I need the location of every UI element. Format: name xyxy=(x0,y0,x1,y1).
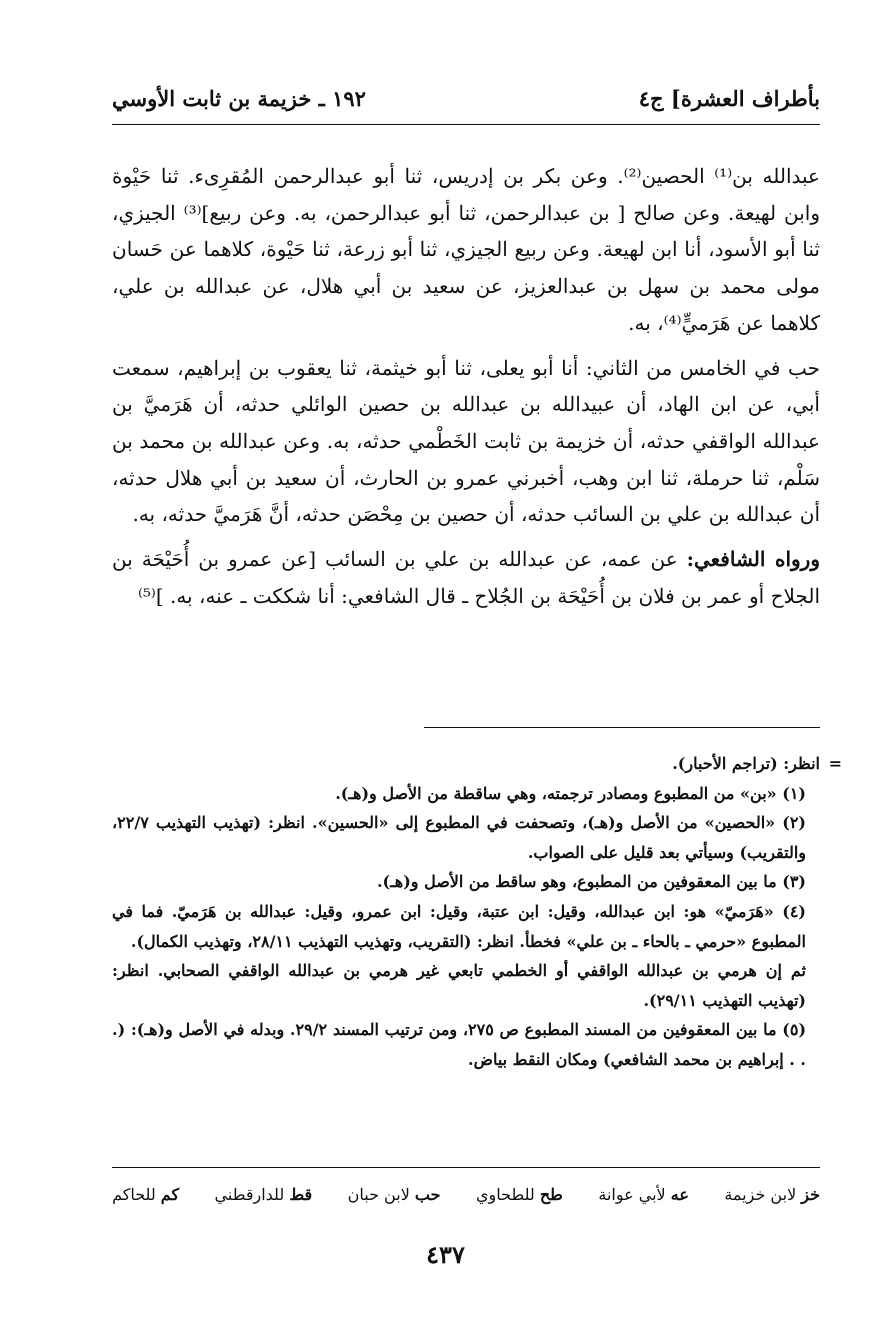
paragraph-3-text: عن عمه، عن عبدالله بن علي بن السائب [عن عمرو بن أُحَيْحَة بن الجلاح أو عمر بن فلان بن أُحَيْحَة بن الجُلاح ـ قال الشافعي: أنا شككت ـ عنه، به. ]⁽⁵⁾ xyxy=(112,547,820,608)
siglum-item xyxy=(112,1185,179,1204)
footnote-5: (٥) ما بين المعقوفين من المسند المطبوع ص ٢٧٥، ومن ترتيب المسند ٢٩/٢. وبدله في الأصل و(هـ): (. . . إبراهيم بن محمد الشافعي) ومكان النقط بياض. xyxy=(112,1020,807,1069)
siglum-item xyxy=(215,1185,313,1204)
paragraph-1: عبدالله بن⁽¹⁾ الحصين⁽²⁾. وعن بكر بن إدريس، ثنا أبو عبدالرحمن المُقرِىء. ثنا حَيْوة وابن لهيعة. وعن صالح [ بن عبدالرحمن، ثنا أبو عبدالرحمن، به. وعن ربيع]⁽³⁾ الجيزي، ثنا أبو الأسود، أنا ابن لهيعة. وعن ربيع الجيزي، ثنا أبو زرعة، ثنا حَيْوة، كلاهما عن حَسان مولى محمد بن سهل بن عبدالعزيز، عن سعيد بن أبي هلال، عن عبدالله بن علي، كلاهما عن هَرَميٍّ⁽⁴⁾، به. xyxy=(112,164,820,335)
footnote-4: (٤) «هَرَميّ» هو: ابن عبدالله، وقيل: ابن عتبة، وقيل: ابن عمرو، وقيل: عبدالله بن هَرَميّ. فما في المطبوع «حرمي ـ بالحاء ـ بن علي» فخطأ. انظر: (التقريب، وتهذيب التهذيب ٢٨/١١، وتهذيب الكمال). xyxy=(112,901,806,951)
footnote-1: (١) «بن» من المطبوع ومصادر ترجمته، وهي ساقطة من الأصل و(هـ). xyxy=(335,783,806,803)
header-volume: بأطراف العشرة] ج٤ xyxy=(638,85,820,111)
main-text xyxy=(112,158,820,622)
siglum-item xyxy=(724,1185,820,1204)
page-number: ٤٣٧ xyxy=(426,1240,465,1269)
footnote-intro: انظر: (تراجم الأحبار). xyxy=(672,754,820,773)
header-rule xyxy=(112,124,820,125)
siglum-item xyxy=(476,1185,563,1204)
running-header xyxy=(112,78,820,118)
footnote-3: (٣) ما بين المعقوفين من المطبوع، وهو ساقط من الأصل و(هـ). xyxy=(376,872,806,892)
siglum-name: للطحاوي xyxy=(475,1185,535,1204)
siglum-code: قط xyxy=(289,1185,313,1204)
footnote-2: (٢) «الحصين» من الأصل و(هـ)، وتصحفت في المطبوع إلى «الحسين». انظر: (تهذيب التهذيب ٢٢/٧، والتقريب) وسيأتي بعد قليل على الصواب. xyxy=(112,813,806,862)
paragraph-3-lead: ورواه الشافعي: xyxy=(686,547,820,572)
footnote-separator xyxy=(424,727,820,728)
siglum-item xyxy=(598,1185,689,1204)
sigla-legend xyxy=(112,1185,820,1204)
siglum-code: خز xyxy=(801,1185,820,1204)
paragraph-3 xyxy=(112,541,820,614)
siglum-code: عه xyxy=(670,1185,689,1204)
header-chapter-title: ١٩٢ ـ خزيمة بن ثابت الأوسي xyxy=(112,85,366,111)
siglum-name: لابن حبان xyxy=(347,1185,410,1204)
footnote-4-continued: ثم إن هرمي بن عبدالله الواقفي أو الخطمي تابعي غير هرمي بن عبدالله الواقفي الصحابي. انظر: (تهذيب التهذيب ٢٩/١١). xyxy=(112,961,806,1010)
siglum-code: طح xyxy=(539,1185,563,1204)
siglum-code: حب xyxy=(414,1185,441,1204)
continuation-mark: = xyxy=(828,754,842,773)
siglum-item xyxy=(348,1185,441,1204)
paragraph-2 xyxy=(112,350,820,534)
paragraph-2-text: حب في الخامس من الثاني: أنا أبو يعلى، ثنا أبو خيثمة، ثنا يعقوب بن إبراهيم، سمعت أبي، عن ابن الهاد، أن عبيدالله بن عبدالله بن حصين الوائلي حدثه، أن هَرَميَّ بن عبدالله الواقفي حدثه، أن خزيمة بن ثابت الخَطْمي حدثه، به. وعن عبدالله بن محمد بن سَلْم، ثنا حرملة، ثنا ابن وهب، أخبرني عمرو بن الحارث، أن سعيد بن أبي هلال حدثه، أن عبدالله بن علي بن السائب حدثه، أن حصين بن مِحْصَن حدثه، أنَّ هَرَميَّ حدثه، به. xyxy=(112,355,820,527)
siglum-name: للحاكم xyxy=(112,1185,156,1204)
sigla-rule xyxy=(112,1167,820,1168)
footnotes xyxy=(112,749,842,1075)
siglum-code: كم xyxy=(160,1185,180,1204)
siglum-name: لابن خزيمة xyxy=(724,1185,797,1204)
footnote-continuation xyxy=(112,749,842,779)
siglum-name: لأبي عوانة xyxy=(598,1185,666,1204)
siglum-name: للدارقطني xyxy=(214,1185,285,1204)
